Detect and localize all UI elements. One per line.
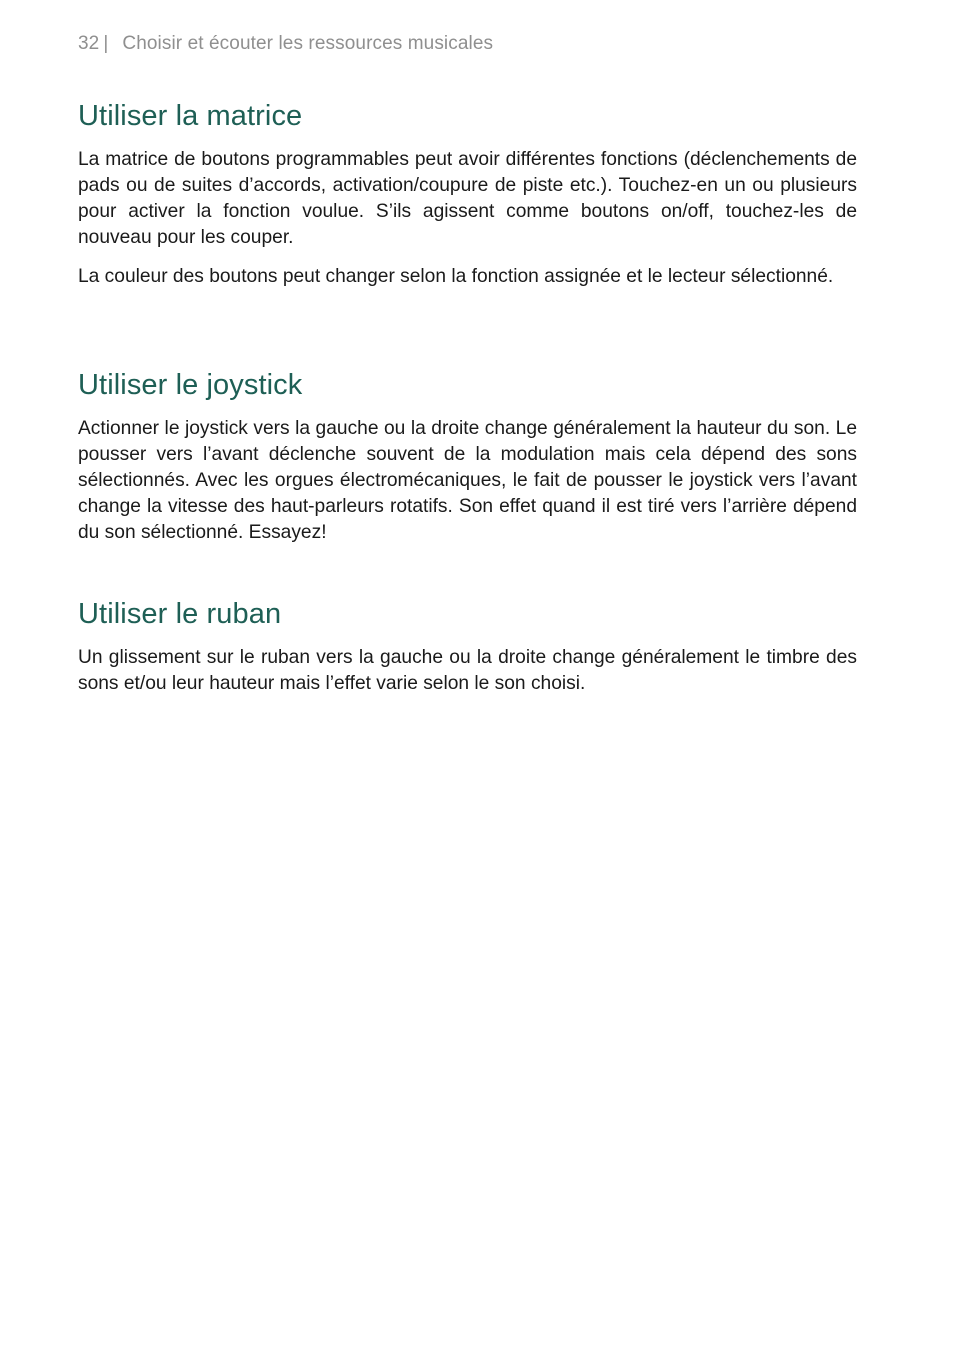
body-paragraph: Actionner le joystick vers la gauche ou la droite change généralement la hauteur du son. Le pousser vers l’avant déclenche souvent de la modulation mais cela dépend des sons sélectionnés. Avec les orgues électromécaniques, le fait de pousser le joystick vers l’avant change la vitesse des haut-parleurs rotatifs. Son effet quand il est tiré vers l’arrière dépend du son sélectionné. Essayez! [78,418,857,543]
section-heading: Utiliser le joystick [78,369,303,401]
section-heading: Utiliser le ruban [78,598,282,630]
body-paragraph: La matrice de boutons programmables peut avoir différentes fonctions (déclenchements de pads ou de suites d’accords, activation/coupure de piste etc.). Touchez-en un ou plusieurs pour activer la fonction voulue. S’ils agissent comme boutons on/off, touchez-les de nouveau pour les couper. [78,149,857,248]
section-matrice [78,98,857,290]
section-ruban [78,596,857,697]
chapter-title: Choisir et écouter les ressources musicales [122,33,494,54]
body-paragraph: La couleur des boutons peut changer selon la fonction assignée et le lecteur sélectionné. [78,266,834,287]
body-paragraph: Un glissement sur le ruban vers la gauche ou la droite change généralement le timbre des sons et/ou leur hauteur mais l’effet varie selon le son choisi. [78,647,857,694]
section-joystick [78,367,857,546]
header-separator: | [103,33,109,54]
section-heading: Utiliser la matrice [78,100,303,132]
page-number: 32 [78,33,100,54]
running-header [78,33,493,55]
